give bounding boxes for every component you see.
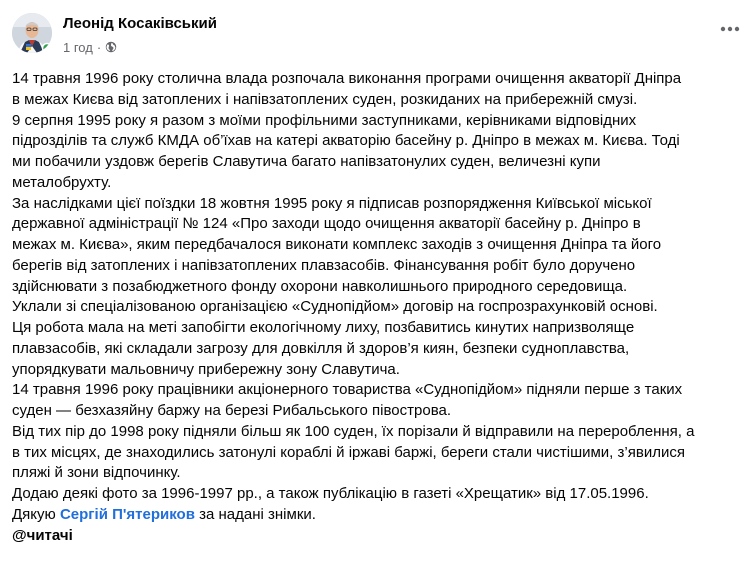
post-header [12,13,742,61]
post-time[interactable]: 1 год [63,39,93,55]
thanks-suffix: за надані знімки. [194,505,316,523]
meta-separator: · [96,39,102,55]
post-meta [63,39,117,55]
globe-icon[interactable] [105,41,117,53]
post-paragraph: Від тих пір до 1998 року підняли більш як 100 суден, їх порізали й відправили на перероблення, а в тих місцях, де знаходились затонулі кораблі й іржаві баржі, береги стали чистішими, з’явилися пляжі й зони відпочинку. [12,422,695,482]
mentioned-user-link[interactable]: Сергій П'ятериков [59,505,195,523]
post-paragraph: За наслідками цієї поїздки 18 жовтня 1995 року я підписав розпорядження Київської міської державної адміністрації № 124 «Про заходи щодо очищення акваторії басейну р. Дніпро в межах м. Києва», яким передбачалося виконати комплекс заходів з очищення Дніпра та його берегів від затоплених і напівзатоплених плавзасобів. Фінансування робіт було доручено здійснювати з позабюджетного фонду охорони навколишнього природного середовища. [12,194,662,295]
post-text [12,69,746,546]
avatar[interactable] [12,13,52,53]
followers-tag[interactable]: @читачі [12,526,73,544]
hashtag-line [12,526,746,547]
post-paragraph: 14 травня 1996 року працівники акціонерного товариства «Суднопідйом» підняли перше з таких суден — безхазяйну баржу на березі Рибальського півострова. [12,381,683,419]
post-paragraph: 9 серпня 1995 року я разом з моїми профільними заступниками, керівниками відповідних підрозділів та служб КМДА об’їхав на катері акваторію басейну р. Дніпро в межах м. Києва. Тоді ми побачили уздовж берегів Славутича багато напівзатонулих суден, величезні купи металобрухту. [12,111,680,191]
profile-photo [12,13,52,53]
post-paragraph: 14 травня 1996 року столична влада розпочала виконання програми очищення акваторії Дніпра в межах Києва від затоплених і напівзатоплених суден, розкиданих на прибережній смузі. [12,70,682,108]
post-paragraph: Ця робота мала на меті запобігти екологічному лиху, позбавитись кинутих напризволяще плавзасобів, які складали загрозу для довкілля й здоров’я киян, безпеки судноплавства, упорядкувати мальовничу прибережну зону Славутича. [12,319,635,378]
author-name[interactable]: Леонід Косаківський [63,15,217,32]
post-paragraph: Уклали зі спеціалізованою організацією «Суднопідйом» договір на госпрозрахунковій основі. [12,298,658,316]
thanks-prefix: Дякую [12,505,60,523]
more-options-icon[interactable] [718,21,742,37]
thanks-line [12,505,746,526]
post-paragraph: Додаю деякі фото за 1996-1997 рр., а також публікацію в газеті «Хрещатик» від 17.05.1996. [12,485,649,502]
